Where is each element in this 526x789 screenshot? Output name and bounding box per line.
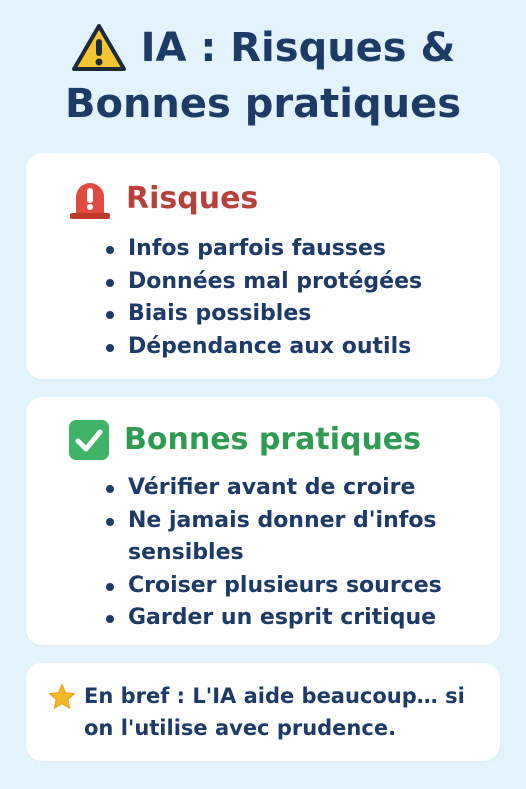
- en-bref-card: [26, 663, 500, 761]
- list-item: Données mal protégées: [104, 266, 484, 299]
- list-item: Garder un esprit critique: [104, 602, 454, 635]
- risques-title: Risques: [126, 181, 259, 216]
- star-icon: [48, 682, 76, 712]
- list-item: Dépendance aux outils: [104, 331, 484, 364]
- bonnes-pratiques-list: [104, 472, 454, 635]
- page-title: [0, 20, 526, 132]
- checkmark-icon: [68, 419, 110, 461]
- bonnes-pratiques-header: [68, 419, 421, 461]
- risques-header: [68, 177, 258, 221]
- list-item: Biais possibles: [104, 298, 484, 331]
- list-item: Vérifier avant de croire: [104, 472, 454, 505]
- title-text-line-2: Bonnes pratiques: [64, 81, 461, 127]
- warning-icon: [71, 23, 127, 73]
- list-item: Ne jamais donner d'infos sensibles: [104, 505, 454, 570]
- bonnes-pratiques-title: Bonnes pratiques: [124, 422, 422, 457]
- en-bref-row: [48, 680, 468, 744]
- title-line-1: [0, 20, 526, 76]
- siren-icon: [68, 177, 112, 221]
- risques-list: [104, 233, 484, 363]
- list-item: Croiser plusieurs sources: [104, 570, 454, 603]
- list-item: Infos parfois fausses: [104, 233, 484, 266]
- bonnes-pratiques-card: [26, 397, 500, 645]
- risques-card: [26, 153, 500, 379]
- en-bref-text: En bref : L'IA aide beaucoup… si on l'utilise avec prudence.: [84, 684, 465, 740]
- title-text-line-1: IA : Risques &: [140, 25, 456, 71]
